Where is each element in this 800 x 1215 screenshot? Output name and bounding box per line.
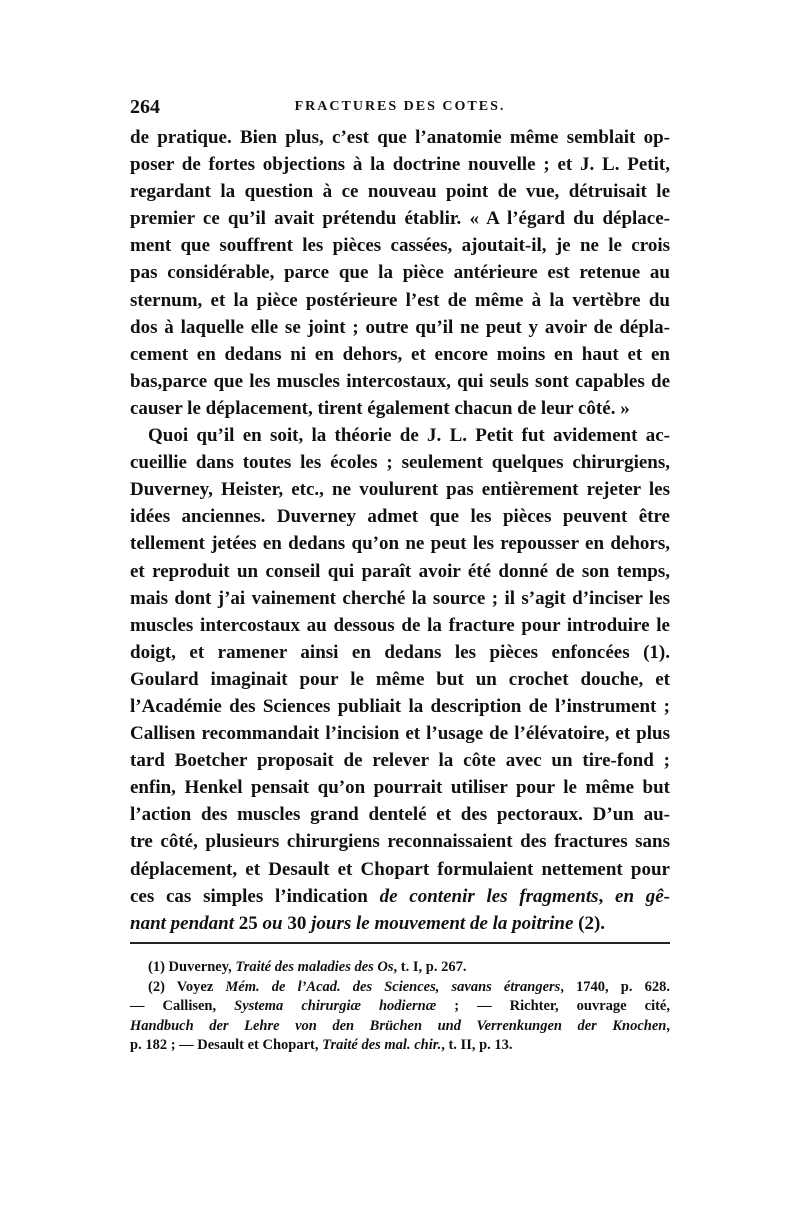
text-line-mixed (130, 883, 670, 910)
text-run: ces cas simples l’indication (130, 885, 380, 907)
text-line: mais dont j’ai vainement cherché la source ; il s’agit d’inciser les (130, 587, 670, 609)
text-line: Quoi qu’il en soit, la théorie de J. L. Petit fut avidement ac- (148, 425, 670, 447)
page-number: 264 (130, 96, 160, 118)
text-line: pas considérable, parce que la pièce antérieure est retenue au (130, 262, 670, 284)
text-line: l’action des muscles grand dentelé et des pectoraux. D’un au- (130, 804, 670, 826)
text-line: Callisen recommandait l’incision et l’usage de l’élévatoire, et plus (130, 723, 670, 745)
text-line: déplacement, et Desault et Chopart formulaient nettement pour (130, 858, 670, 880)
italic-run: en gê- (615, 885, 671, 907)
text-line: causer le déplacement, tirent également chacun de leur côté. » (130, 397, 630, 419)
text-line: sternum, et la pièce postérieure l’est de même à la vertèbre du (130, 289, 670, 311)
text-line: de pratique. Bien plus, c’est que l’anatomie même semblait op- (130, 127, 670, 148)
italic-run: Systema chirurgiæ hodiernæ (234, 998, 437, 1014)
text-line: tard Boetcher proposait de relever la côte avec un tire-fond ; (130, 750, 670, 772)
text-line: regardant la question à ce nouveau point de vue, détruisait le (130, 181, 670, 203)
text-run: , (666, 1017, 670, 1034)
text-run: 25 (234, 912, 263, 934)
text-run: , (598, 885, 616, 907)
italic-run: Mém. de l’Acad. des Sciences, savans étrangers (225, 978, 561, 995)
text-run: , t. II, p. 13. (441, 1037, 513, 1053)
running-title: FRACTURES DES COTES. (294, 99, 506, 114)
footnote-2-line (130, 1017, 670, 1037)
text-run: (2) Voyez (148, 978, 226, 995)
text-line: Duverney, Heister, etc., ne voulurent pas entièrement rejeter les (130, 479, 670, 501)
italic-run: jours le mouvement de la poitrine (311, 912, 574, 934)
text-line-mixed (130, 910, 670, 937)
text-line: dos à laquelle elle se joint ; outre qu’il ne peut y avoir de dépla- (130, 316, 670, 338)
footnote-2-line (130, 978, 670, 998)
italic-run: de contenir les fragments (379, 885, 599, 907)
text-line: Goulard imaginait pour le même but un crochet douche, et (130, 668, 670, 690)
footnote-ref: (2). (573, 912, 606, 934)
text-line: enfin, Henkel pensait qu’on pourrait utiliser pour le même but (130, 777, 670, 799)
text-line: poser de fortes objections à la doctrine nouvelle ; et J. L. Petit, (130, 154, 670, 176)
text-run: , 1740, p. 628. (560, 978, 670, 995)
text-run: 30 (282, 912, 312, 934)
italic-run: ou (262, 912, 283, 934)
text-run: p. 182 ; — Desault et Chopart, (130, 1037, 323, 1053)
italic-run: Handbuch der Lehre von den Brüchen und Verrenkungen der Knochen (130, 1017, 667, 1034)
text-line: tre côté, plusieurs chirurgiens reconnaissaient des fractures sans (130, 831, 670, 853)
text-line: ment que souffrent les pièces cassées, ajoutait-il, je ne le crois (130, 235, 670, 257)
text-line: tellement jetées en dedans qu’on ne peut les repousser en dehors, (130, 533, 670, 555)
italic-run: nant pendant (130, 912, 235, 934)
footnote-1 (130, 958, 670, 978)
text-line: premier ce qu’il avait prétendu établir. « A l’égard du déplace- (130, 208, 670, 230)
text-run: , t. I, p. 267. (393, 959, 467, 975)
footnote-2-line (130, 1036, 670, 1056)
footnotes (130, 958, 670, 1056)
body-text (130, 124, 670, 937)
text-line: idées anciennes. Duverney admet que les pièces peuvent être (130, 506, 670, 528)
text-line: doigt, et ramener ainsi en dedans les pièces enfoncées (1). (130, 641, 670, 663)
text-line: muscles intercostaux au dessous de la fracture pour introduire le (130, 614, 670, 636)
text-line: l’Académie des Sciences publiait la description de l’instrument ; (130, 695, 670, 717)
text-run: — Callisen, (130, 998, 235, 1014)
text-line: cement en dedans ni en dehors, et encore moins en haut et en (130, 343, 670, 365)
text-line: et reproduit un conseil qui paraît avoir été donné de son temps, (130, 560, 670, 582)
text-run: (1) Duverney, (148, 959, 236, 975)
text-line: cueillie dans toutes les écoles ; seulement quelques chirurgiens, (130, 452, 670, 474)
text-line: bas,parce que les muscles intercostaux, qui seuls sont capables de (130, 370, 670, 392)
footnote-2-line (130, 997, 670, 1017)
footnote-separator (130, 942, 670, 944)
page-header (130, 96, 670, 120)
italic-run: Traité des maladies des Os (235, 959, 394, 975)
text-run: ; — Richter, ouvrage cité, (436, 998, 670, 1014)
italic-run: Traité des mal. chir. (322, 1037, 442, 1053)
